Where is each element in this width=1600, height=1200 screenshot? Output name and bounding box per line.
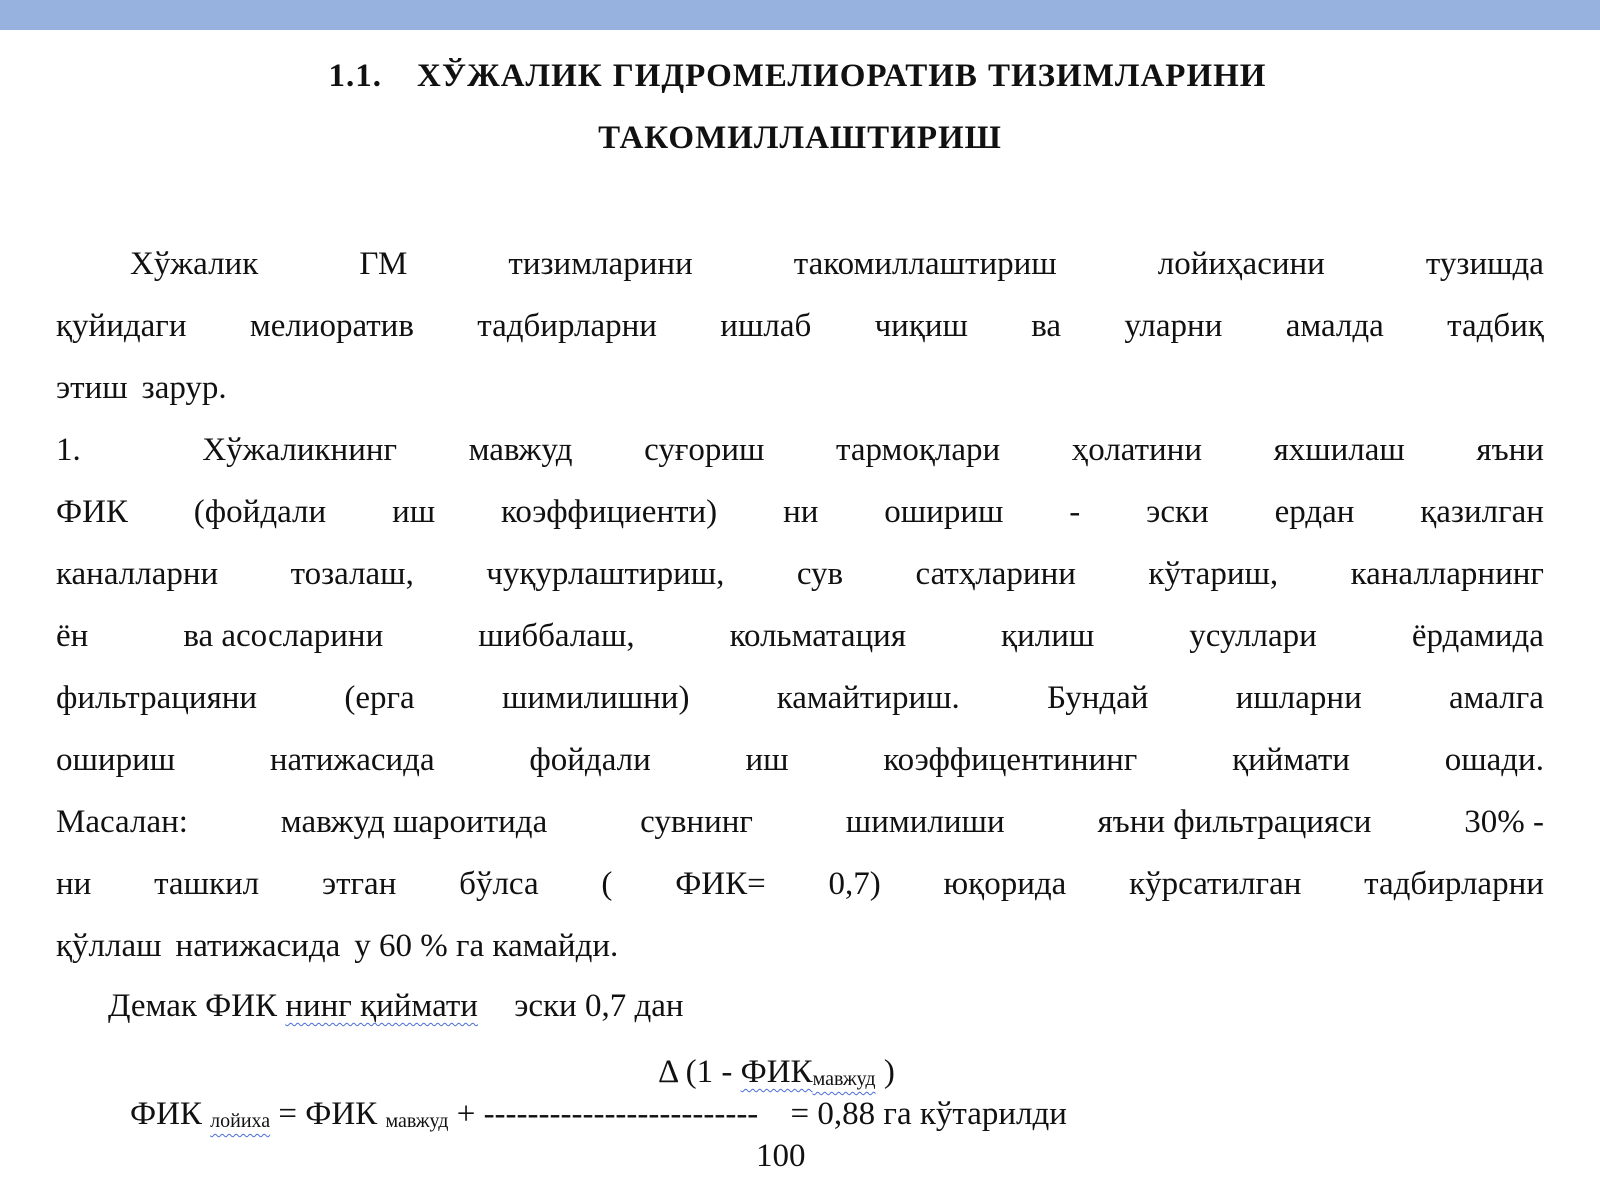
formula-numerator bbox=[658, 1054, 895, 1091]
word: ҳолатини bbox=[1071, 432, 1202, 468]
conclusion-prefix: Демак ФИК bbox=[108, 988, 278, 1024]
word: коэффицентининг bbox=[883, 742, 1138, 778]
numerator-suffix: ) bbox=[883, 1054, 895, 1090]
word: сатҳларини bbox=[915, 556, 1076, 592]
list-item-line bbox=[56, 430, 1544, 470]
word: (ерга bbox=[344, 680, 415, 716]
title-word: ТИЗИМЛАРИНИ bbox=[987, 58, 1267, 94]
word: ишлаб bbox=[720, 308, 812, 344]
word: ФИК bbox=[56, 494, 128, 530]
numerator-prefix: Δ (1 - bbox=[658, 1054, 733, 1090]
word: яъни фильтрацияси bbox=[1097, 804, 1372, 840]
word: ошириш bbox=[56, 742, 176, 778]
word: Хўжалик bbox=[130, 246, 259, 282]
formula-lhs-subscript: лойиха bbox=[210, 1110, 271, 1132]
word: кўтариш, bbox=[1148, 556, 1279, 592]
word: каналларни bbox=[56, 556, 219, 592]
word: натижасида bbox=[175, 928, 341, 964]
word: лойиҳасини bbox=[1157, 246, 1325, 282]
word: яхшилаш bbox=[1273, 432, 1405, 468]
word: бўлса bbox=[459, 866, 539, 902]
list-item-line bbox=[56, 616, 1544, 656]
word: амалга bbox=[1449, 680, 1544, 716]
word: тадбиқ bbox=[1447, 308, 1544, 344]
word: амалда bbox=[1285, 308, 1384, 344]
formula-lhs: ФИК bbox=[130, 1096, 202, 1132]
word: каналларнинг bbox=[1350, 556, 1544, 592]
list-item-line bbox=[56, 740, 1544, 780]
word: ошади. bbox=[1444, 742, 1544, 778]
numerator-subscript: мавжуд bbox=[812, 1068, 876, 1090]
list-number: 1. bbox=[56, 432, 81, 468]
formula-rhs-subscript: мавжуд bbox=[385, 1110, 449, 1132]
word: қилиш bbox=[1001, 618, 1095, 654]
word: тизимларини bbox=[508, 246, 693, 282]
paragraph-line bbox=[130, 244, 1544, 284]
word: иш bbox=[745, 742, 789, 778]
formula-main-line bbox=[130, 1096, 1067, 1133]
title-word: ГИДРОМЕЛИОРАТИВ bbox=[612, 58, 978, 94]
word: қўллаш bbox=[56, 928, 162, 964]
word: суғориш bbox=[644, 432, 765, 468]
word: ва асосларини bbox=[183, 618, 384, 654]
word: - bbox=[1069, 494, 1081, 530]
conclusion-rest: эски 0,7 дан bbox=[514, 988, 684, 1024]
document-title-line-2: ТАКОМИЛЛАШТИРИШ bbox=[598, 120, 1002, 156]
word: ердан bbox=[1274, 494, 1355, 530]
word: ФИК= bbox=[675, 866, 766, 902]
word: қиймати bbox=[1232, 742, 1350, 778]
paragraph-line bbox=[56, 306, 1544, 346]
section-number: 1.1. bbox=[328, 58, 383, 94]
word: фойдали bbox=[529, 742, 651, 778]
word: эски bbox=[1146, 494, 1209, 530]
word: такомиллаштириш bbox=[793, 246, 1057, 282]
word: Хўжаликнинг bbox=[202, 432, 398, 468]
word: мавжуд шароитида bbox=[280, 804, 548, 840]
word: мелиоратив bbox=[249, 308, 414, 344]
word: тозалаш, bbox=[290, 556, 414, 592]
word: ГМ bbox=[359, 246, 408, 282]
word: 0,7) bbox=[828, 866, 881, 902]
list-item-line bbox=[56, 864, 1544, 904]
word: юқорида bbox=[943, 866, 1067, 902]
list-item-line bbox=[56, 802, 1544, 842]
list-item-line bbox=[56, 554, 1544, 594]
numerator-fik: ФИК bbox=[740, 1054, 813, 1090]
word: коэффициенти) bbox=[501, 494, 718, 530]
word: ни bbox=[783, 494, 819, 530]
word: сувнинг bbox=[640, 804, 753, 840]
word: кўрсатилган bbox=[1129, 866, 1302, 902]
paragraph-line bbox=[56, 368, 1544, 408]
title-word: ХЎЖАЛИК bbox=[417, 58, 603, 94]
word: 30% - bbox=[1464, 804, 1544, 840]
word: ни bbox=[56, 866, 92, 902]
word: чиқиш bbox=[874, 308, 968, 344]
word: натижасида bbox=[269, 742, 435, 778]
word: Масалан: bbox=[56, 804, 188, 840]
word: мавжуд bbox=[468, 432, 573, 468]
word: тадбирларни bbox=[1364, 866, 1544, 902]
word: шимилишни) bbox=[501, 680, 690, 716]
formula-result: = 0,88 га кўтарилди bbox=[790, 1096, 1067, 1132]
word: ошириш bbox=[884, 494, 1004, 530]
document-page bbox=[0, 30, 1600, 1200]
word: ён bbox=[56, 618, 89, 654]
word: Бундай bbox=[1047, 680, 1149, 716]
word: этиш bbox=[56, 370, 128, 406]
word: камайтириш. bbox=[776, 680, 960, 716]
word: қазилган bbox=[1420, 494, 1544, 530]
word: сув bbox=[796, 556, 844, 592]
top-accent-bar bbox=[0, 0, 1600, 30]
conclusion-line bbox=[108, 988, 684, 1025]
list-item-line bbox=[56, 926, 1544, 966]
word: қуйидаги bbox=[56, 308, 187, 344]
word: яъни bbox=[1476, 432, 1544, 468]
word: кольматация bbox=[729, 618, 907, 654]
spellcheck-underlined-text: нинг қиймати bbox=[285, 988, 478, 1024]
word: фильтрацияни bbox=[56, 680, 258, 716]
formula-rhs: = ФИК bbox=[278, 1096, 378, 1132]
word: ишларни bbox=[1235, 680, 1362, 716]
word: ( bbox=[601, 866, 613, 902]
word: тармоқлари bbox=[836, 432, 1001, 468]
word: чуқурлаштириш, bbox=[486, 556, 725, 592]
document-title-line-1 bbox=[0, 58, 1600, 95]
list-item-line bbox=[56, 678, 1544, 718]
word: шиббалаш, bbox=[478, 618, 635, 654]
word: ёрдамида bbox=[1411, 618, 1544, 654]
word: этган bbox=[321, 866, 397, 902]
word: иш bbox=[392, 494, 436, 530]
word: зарур. bbox=[141, 370, 227, 406]
word: у 60 % га камайди. bbox=[354, 928, 619, 964]
word: ва bbox=[1031, 308, 1062, 344]
word: (фойдали bbox=[193, 494, 327, 530]
word: ташкил bbox=[154, 866, 260, 902]
word: тузишда bbox=[1425, 246, 1544, 282]
word: тадбирларни bbox=[477, 308, 657, 344]
list-item-line bbox=[56, 492, 1544, 532]
word: усуллари bbox=[1189, 618, 1317, 654]
formula-denominator: 100 bbox=[756, 1138, 806, 1174]
word: шимилиши bbox=[845, 804, 1005, 840]
word: уларни bbox=[1124, 308, 1223, 344]
fraction-bar: + ------------------------- bbox=[456, 1096, 759, 1132]
